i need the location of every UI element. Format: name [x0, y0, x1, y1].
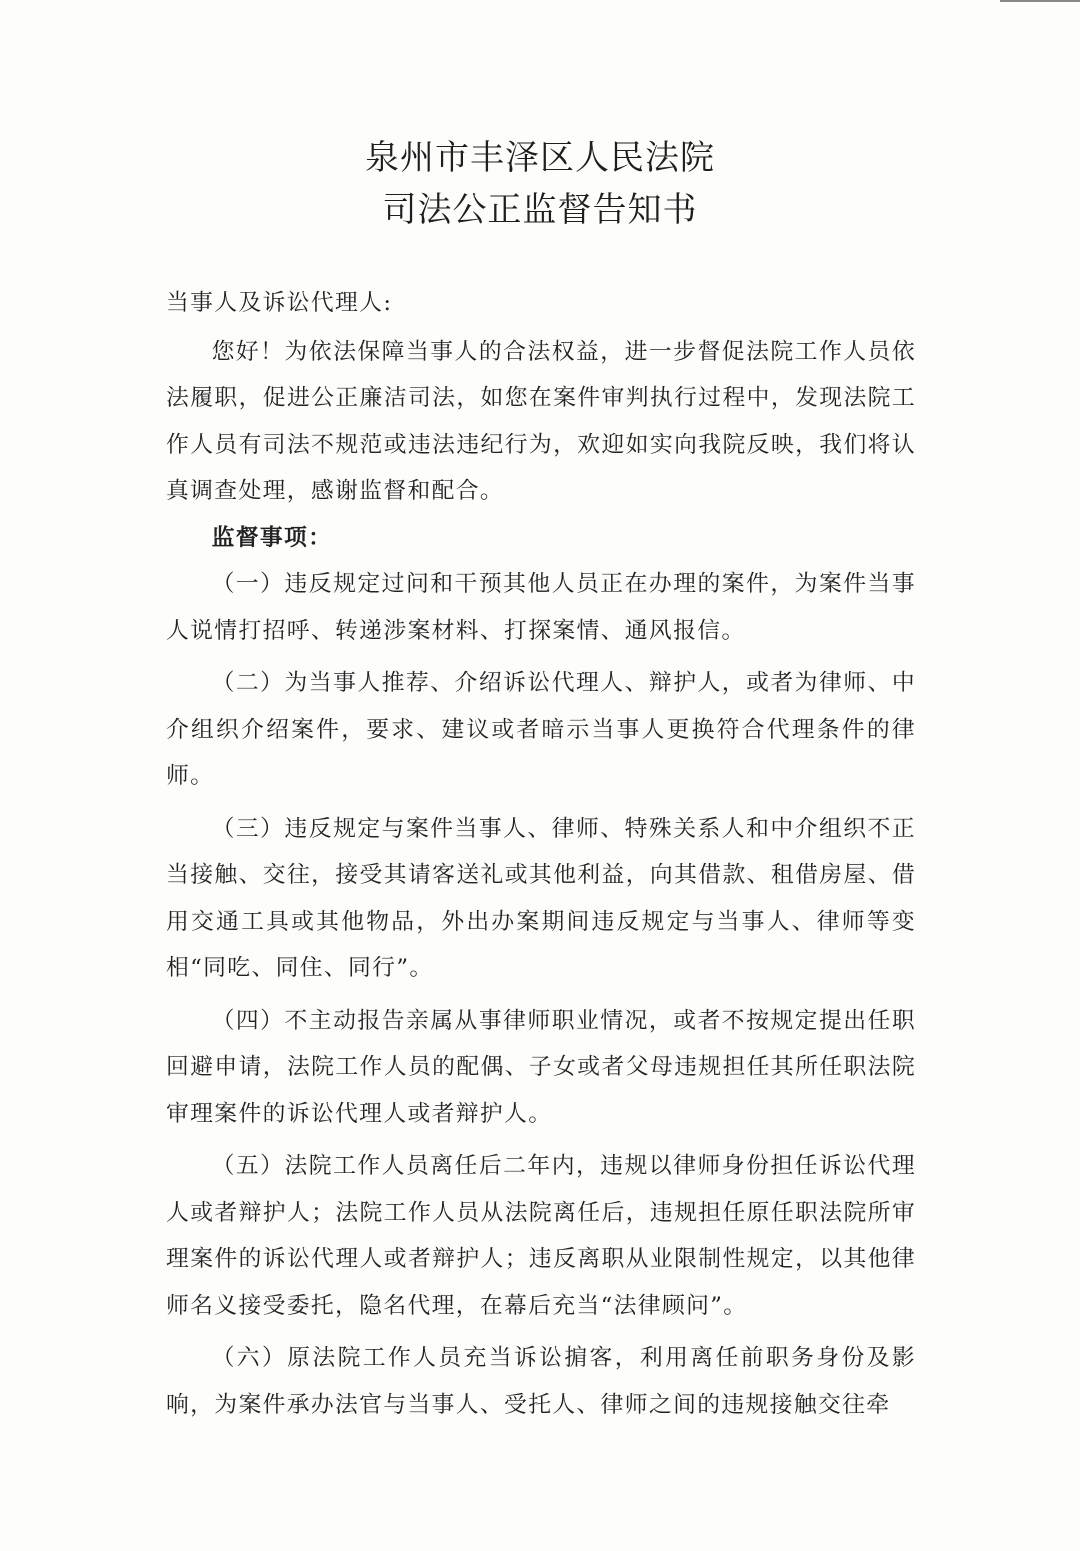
item-paragraph-6: （六）原法院工作人员充当诉讼掮客，利用离任前职务身份及影响，为案件承办法官与当事人、受托人、律师之间的违规接触交往牵: [166, 1345, 916, 1418]
item-paragraph-5: （五）法院工作人员离任后二年内，违规以律师身份担任诉讼代理人或者辩护人；法院工作人员从法院离任后，违规担任原任职法院所审理案件的诉讼代理人或者辩护人；违反离职从业限制性规定，以其他律师名义接受委托，隐名代理，在幕后充当“法律顾问”。: [166, 1153, 916, 1319]
intro-paragraph: 您好！为依法保障当事人的合法权益，进一步督促法院工作人员依法履职，促进公正廉洁司法，如您在案件审判执行过程中，发现法院工作人员有司法不规范或违法违纪行为，欢迎如实向我院反映，我们将认真调查处理，感谢监督和配合。: [166, 338, 916, 504]
item-paragraph-4: （四）不主动报告亲属从事律师职业情况，或者不按规定提出任职回避申请，法院工作人员的配偶、子女或者父母违规担任其所任职法院审理案件的诉讼代理人或者辩护人。: [166, 1007, 916, 1127]
item-paragraph-2: （二）为当事人推荐、介绍诉讼代理人、辩护人，或者为律师、中介组织介绍案件，要求、建议或者暗示当事人更换符合代理条件的律师。: [166, 670, 916, 789]
title-line-notice: 司法公正监督告知书: [382, 190, 698, 230]
document-title: [0, 132, 1080, 236]
salutation: 当事人及诉讼代理人:: [166, 290, 393, 316]
title-line-court: 泉州市丰泽区人民法院: [365, 138, 715, 178]
item-paragraph-1: （一）违反规定过问和干预其他人员正在办理的案件，为案件当事人说情打招呼、转递涉案材料、打探案情、通风报信。: [166, 571, 916, 644]
item-paragraph-3: （三）违反规定与案件当事人、律师、特殊关系人和中介组织不正当接触、交往，接受其请客送礼或其他利益，向其借款、租借房屋、借用交通工具或其他物品，外出办案期间违反规定与当事人、律师等变相“同吃、同住、同行”。: [166, 815, 916, 981]
scan-edge-mark: [1000, 0, 1080, 2]
section-heading: 监督事项：: [211, 524, 333, 551]
document-body: [166, 280, 916, 1428]
